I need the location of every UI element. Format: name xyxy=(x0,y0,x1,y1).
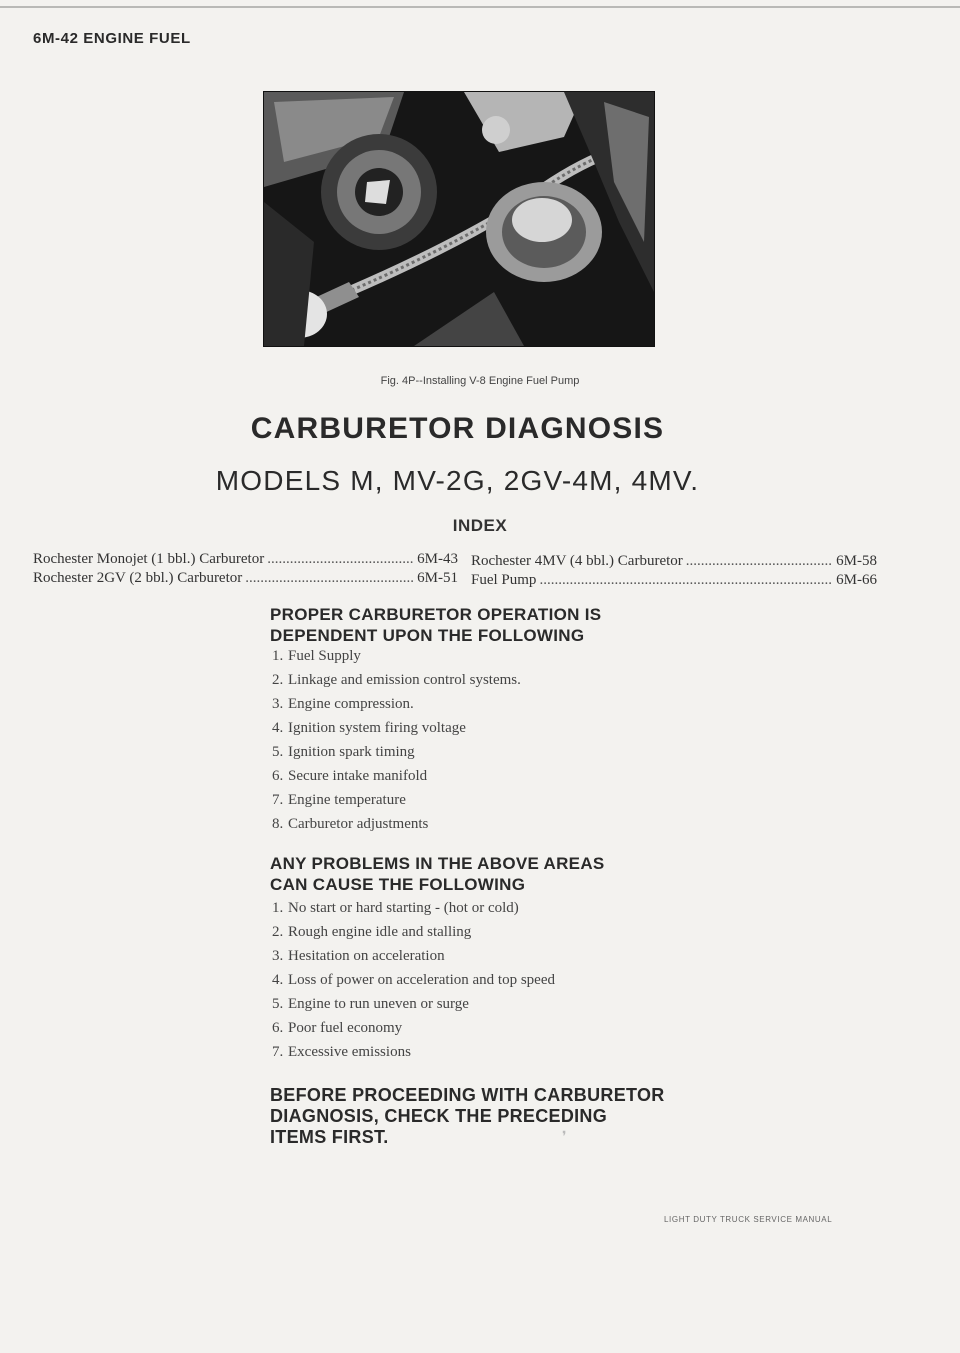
list-item: 8. Carburetor adjustments xyxy=(272,816,429,832)
list-item: 3. Hesitation on acceleration xyxy=(272,948,445,964)
list-item: 6. Secure intake manifold xyxy=(272,768,428,784)
leader-dots xyxy=(686,553,833,570)
index-entry-name: Rochester 4MV (4 bbl.) Carburetor xyxy=(471,553,683,569)
list-item: 7. Excessive emissions xyxy=(272,1044,411,1060)
index-entry-4mv[interactable] xyxy=(471,553,877,570)
page-footer: LIGHT DUTY TRUCK SERVICE MANUAL xyxy=(664,1215,833,1224)
section-heading-proper-operation xyxy=(270,604,601,646)
section-heading-line: DIAGNOSIS, CHECK THE PRECEDING xyxy=(270,1106,608,1126)
fuel-pump-illustration xyxy=(264,92,654,346)
scan-mark: ❜ xyxy=(562,1128,567,1144)
list-item: 1. Fuel Supply xyxy=(272,648,361,664)
list-item: 1. No start or hard starting - (hot or cold) xyxy=(272,900,519,916)
section-heading-line: PROPER CARBURETOR OPERATION IS xyxy=(270,605,602,624)
section-heading-line: CAN CAUSE THE FOLLOWING xyxy=(270,875,526,894)
problems-list xyxy=(272,900,555,1068)
leader-dots xyxy=(539,572,833,589)
section-heading-line: BEFORE PROCEEDING WITH CARBURETOR xyxy=(270,1085,665,1105)
fuel-pump-photo xyxy=(263,91,655,347)
list-item: 6. Poor fuel economy xyxy=(272,1020,403,1036)
leader-dots xyxy=(267,551,414,568)
list-item: 2. Linkage and emission control systems. xyxy=(272,672,521,688)
index-entry-monojet[interactable] xyxy=(33,551,458,568)
list-item: 3. Engine compression. xyxy=(272,696,414,712)
section-heading-before-proceeding xyxy=(270,1085,665,1148)
index-entry-page: 6M-58 xyxy=(836,553,877,569)
requirements-list xyxy=(272,648,521,840)
list-item: 4. Ignition system firing voltage xyxy=(272,720,466,736)
page-subtitle: MODELS M, MV-2G, 2GV-4M, 4MV. xyxy=(215,465,700,496)
figure-caption: Fig. 4P--Installing V-8 Engine Fuel Pump xyxy=(380,375,580,387)
index-entry-fuel-pump[interactable] xyxy=(471,572,877,589)
list-item: 7. Engine temperature xyxy=(272,792,406,808)
section-heading-line: ITEMS FIRST. xyxy=(270,1127,389,1147)
top-rule xyxy=(0,6,960,8)
index-entry-page: 6M-51 xyxy=(417,570,458,586)
page-header: 6M-42 ENGINE FUEL xyxy=(33,30,191,47)
section-heading-line: ANY PROBLEMS IN THE ABOVE AREAS xyxy=(270,854,605,873)
list-item: 5. Ignition spark timing xyxy=(272,744,415,760)
index-entry-page: 6M-43 xyxy=(417,551,458,567)
index-entry-page: 6M-66 xyxy=(836,572,877,588)
index-entry-name: Rochester 2GV (2 bbl.) Carburetor xyxy=(33,570,243,586)
section-heading-line: DEPENDENT UPON THE FOLLOWING xyxy=(270,626,585,645)
list-item: 4. Loss of power on acceleration and top speed xyxy=(272,972,555,988)
index-entry-2gv[interactable] xyxy=(33,570,458,587)
list-item: 5. Engine to run uneven or surge xyxy=(272,996,469,1012)
index-heading: INDEX xyxy=(452,516,508,535)
index-entry-name: Rochester Monojet (1 bbl.) Carburetor xyxy=(33,551,265,567)
index-entry-name: Fuel Pump xyxy=(471,572,537,588)
section-heading-problems xyxy=(270,853,605,895)
list-item: 2. Rough engine idle and stalling xyxy=(272,924,472,940)
page-title: CARBURETOR DIAGNOSIS xyxy=(250,412,665,445)
leader-dots xyxy=(245,570,414,587)
